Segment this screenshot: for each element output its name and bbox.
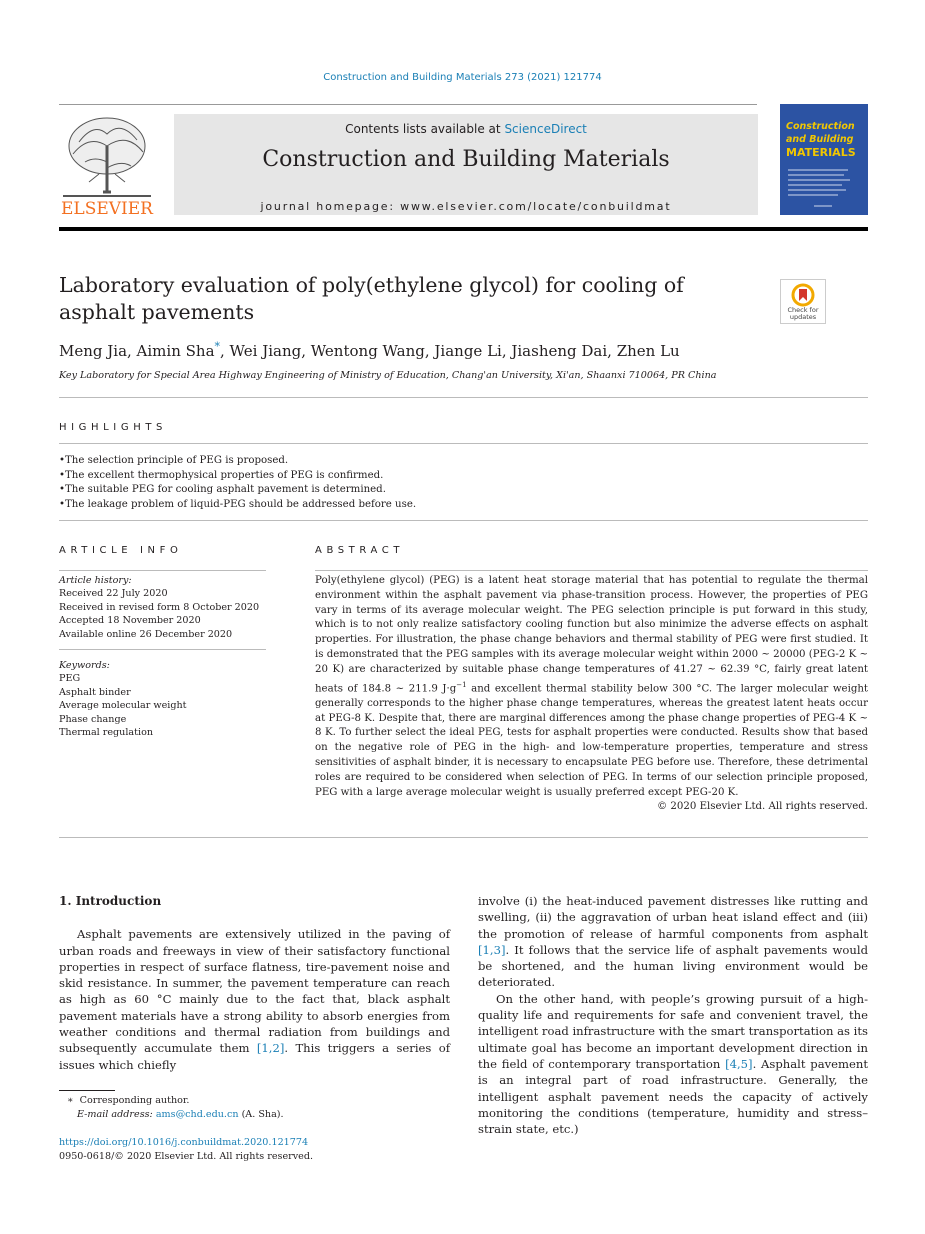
check-updates-label-line: updates [789, 313, 817, 321]
author-list [59, 340, 680, 360]
article-info-heading: ARTICLE INFO [59, 545, 183, 556]
abstract-body [315, 574, 868, 815]
abstract-text: Poly(ethylene glycol) (PEG) is a latent heat storage material that has potential to regulate the thermal environment within the asphalt pavement via phase-transition process. However, the properties of PEG vary in terms of its average molecular weight. The PEG selection principle is put forward in this study, which is to not only realize satisfactory cooling function but also minimize the adverse effects on asphalt properties. For illustration, the phase change behaviors and thermal stability of PEG were first studied. It is demonstrated that the PEG samples with its average molecular weight within 2000 ~ 20000 (PEG-2 K ~ 20 K) are characterized by suitable phase change temperatures of 41.27 ~ 62.39 °C, fairly great latent heats of 184.8 ~ 211.9 J·g [315, 575, 868, 694]
keyword: Phase change [59, 713, 127, 725]
authors-before: Meng Jia, Aimin Sha [59, 342, 215, 360]
check-updates-icon [791, 283, 815, 307]
keyword: PEG [59, 673, 81, 685]
highlights-heading: HIGHLIGHTS [59, 422, 167, 433]
footnotes [59, 1094, 284, 1122]
journal-homepage-link[interactable]: journal homepage: www.elsevier.com/locate/conbuildmat [260, 200, 672, 213]
keyword: Thermal regulation [59, 727, 154, 739]
highlight-item: • The leakage problem of liquid-PEG should be addressed before use. [59, 498, 416, 513]
abstract-text: and excellent thermal stability below 300 °C. The larger molecular weight generally corresponds to the higher phase change temperatures, whereas the greatest latent heats occur at PEG-8 K. Despite that, there are marginal differences among the phase change properties of PEG-4 K ~ 8 K. To further select the ideal PEG, tests for asphalt properties were conducted. Results show that based on the negative role of PEG in the high- and low-temperature properties, temperature and stress sensitivities of asphalt binder, it is necessary to encapsulate PEG before use. Therefore, these detrimental roles are required to be considered when selection of PEG. In terms of our selection principle proposed, PEG with a large average molecular weight is usually preferred except PEG-20 K. [315, 682, 869, 798]
keyword: Asphalt binder [59, 686, 131, 698]
contents-line [174, 122, 758, 136]
sciencedirect-link[interactable]: ScienceDirect [504, 122, 587, 136]
abstract-heading: ABSTRACT [315, 545, 405, 556]
divider [59, 397, 868, 398]
footnote-rule [59, 1090, 115, 1091]
check-updates-label [781, 307, 825, 321]
divider [59, 443, 868, 444]
contents-prefix: Contents lists available at [345, 122, 505, 136]
divider [59, 837, 868, 838]
highlight-item: • The suitable PEG for cooling asphalt pavement is determined. [59, 483, 416, 498]
doi-link[interactable]: https://doi.org/10.1016/j.conbuildmat.2020.121774 [59, 1137, 309, 1148]
cover-title-line: Construction [786, 121, 855, 132]
issn-copyright: 0950-0618/© 2020 Elsevier Ltd. All rights reserved. [59, 1150, 314, 1162]
cover-title-line: MATERIALS [786, 146, 856, 159]
email-footnote: E-mail address: ams@chd.edu.cn (A. Sha). [77, 1109, 284, 1120]
article-title: Laboratory evaluation of poly(ethylene glycol) for cooling of asphalt pavements [59, 273, 684, 324]
keywords-label: Keywords: [59, 660, 110, 672]
divider [315, 570, 868, 571]
journal-title: Construction and Building Materials [262, 147, 670, 172]
reference-link[interactable]: [1,2] [256, 1041, 285, 1056]
doi-block [59, 1136, 313, 1163]
abstract-superscript: −1 [456, 680, 467, 689]
author-email-link[interactable]: ams@chd.edu.cn [155, 1109, 239, 1120]
highlights-list [59, 454, 416, 513]
corresponding-author-mark[interactable]: * [214, 340, 221, 353]
authors-after: , Wei Jiang, Wentong Wang, Jiange Li, Jiasheng Dai, Zhen Lu [220, 342, 680, 360]
history-item: Available online 26 December 2020 [59, 628, 233, 640]
highlight-item: • The excellent thermophysical properties of PEG is confirmed. [59, 469, 416, 484]
keyword: Average molecular weight [59, 700, 187, 712]
affiliation: Key Laboratory for Special Area Highway Engineering of Ministry of Education, Chang'an University, Xi'an, Shaanxi 710064, PR China [59, 370, 717, 381]
divider [59, 641, 266, 650]
history-item: Received in revised form 8 October 2020 [59, 601, 260, 613]
intro-paragraph: On the other hand, with people’s growing pursuit of a high-quality life and requirements for safe and convenient travel, the intelligent road infrastructure with the smart transportation as its ultimate goal has become an important development direction in the field of contemporary transportation [4,5]. Asphalt pavement is an integral part of road infrastructure. Generally, the intelligent asphalt pavement needs the capacity of actively monitoring the conditions (temperature, humidity and stress–strain state, etc.) [478, 991, 868, 1137]
header-divider [59, 104, 757, 105]
check-for-updates-button[interactable] [780, 279, 826, 324]
divider [59, 570, 266, 571]
cover-title-line: and Building [786, 134, 854, 145]
cover-text-lines [788, 166, 860, 210]
divider [59, 520, 868, 521]
check-updates-label-line: Check for [787, 306, 819, 314]
intro-paragraph: Asphalt pavements are extensively utilized in the paving of urban roads and freeways in view of their satisfactory functional properties in respect of surface flatness, tire-pavement noise and skid resistance. In summer, the pavement temperature can reach as high as 60 °C mainly due to the fact that, black asphalt pavement materials have a strong ability to absorb energies from weather conditions and thermal radiation from buildings and subsequently accumulate them [1,2]. This triggers a series of issues which chiefly [59, 927, 450, 1072]
highlight-item: • The selection principle of PEG is proposed. [59, 454, 416, 469]
history-item: Received 22 July 2020 [59, 588, 168, 600]
intro-left-column [59, 893, 450, 1073]
copyright: © 2020 Elsevier Ltd. All rights reserved. [656, 801, 868, 813]
header-thick-rule [59, 227, 868, 231]
history-label: Article history: [59, 575, 132, 586]
journal-citation[interactable]: Construction and Building Materials 273 (2021) 121774 [323, 72, 602, 83]
reference-link[interactable]: [1,3] [478, 942, 506, 957]
reference-link[interactable]: [4,5] [725, 1056, 753, 1071]
intro-paragraph: involve (i) the heat-induced pavement distresses like rutting and swelling, (ii) the aggravation of urban heat island effect and (iii) the promotion of release of harmful components from asphalt [1,3]. It follows that the service life of asphalt pavements would be shortened, and the human living environment would be deteriorated. [478, 894, 868, 990]
intro-right-column [478, 893, 868, 1137]
corresponding-footnote: ∗ Corresponding author. [67, 1095, 190, 1106]
article-info [59, 574, 266, 739]
journal-cover-image[interactable] [780, 104, 868, 215]
intro-heading: 1. Introduction [59, 894, 162, 908]
elsevier-wordmark: ELSEVIER [61, 199, 153, 219]
journal-masthead [174, 114, 758, 215]
cover-title [786, 120, 866, 160]
history-item: Accepted 18 November 2020 [59, 615, 201, 627]
